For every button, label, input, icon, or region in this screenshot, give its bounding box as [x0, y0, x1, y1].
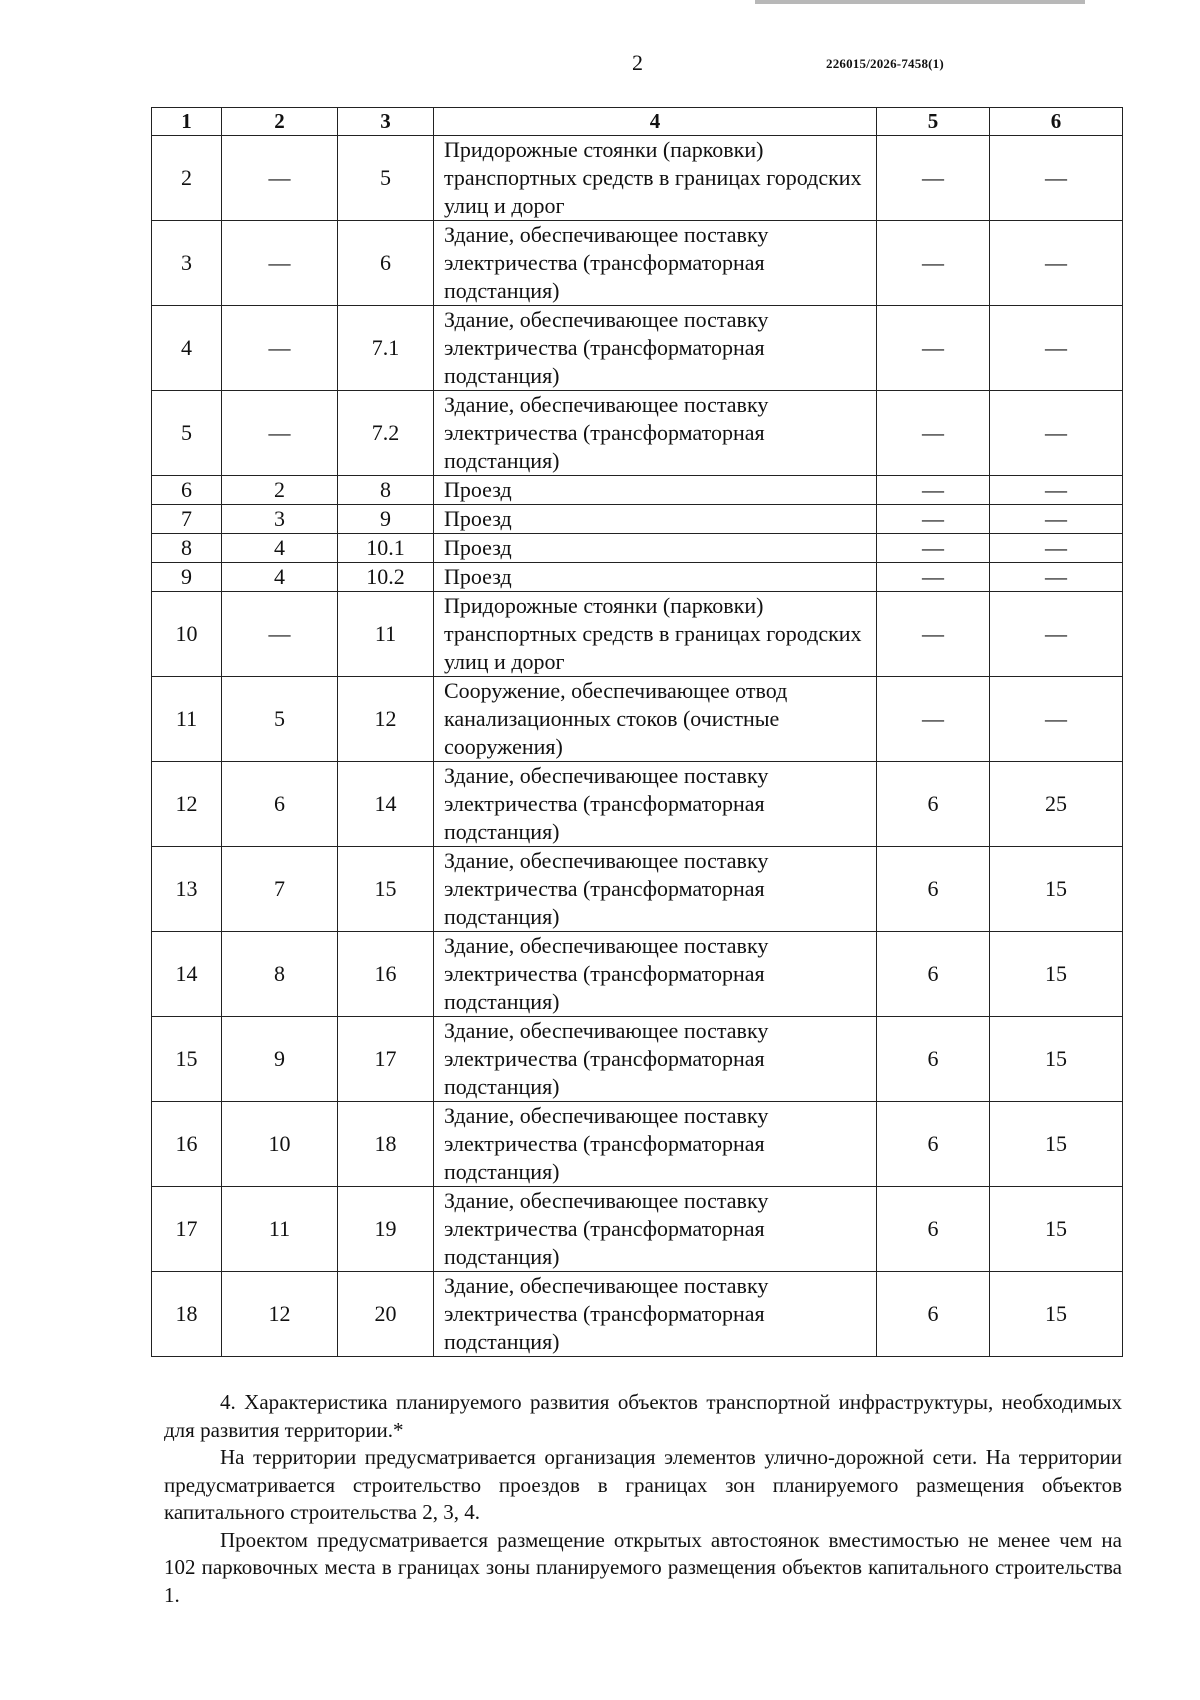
table-cell-col6: — — [990, 534, 1123, 563]
table-cell-col3: 14 — [338, 762, 434, 847]
table-cell-col1: 17 — [152, 1187, 222, 1272]
document-code: 226015/2026-7458(1) — [826, 56, 944, 71]
table-cell-col4: Здание, обеспечивающее поставку электричества (трансформаторная подстанция) — [434, 306, 877, 391]
table-cell-col6: 15 — [990, 1187, 1123, 1272]
header-scan-mark — [755, 0, 1085, 4]
table-cell-col6: 15 — [990, 847, 1123, 932]
column-header: 5 — [877, 108, 990, 136]
table-cell-col4: Здание, обеспечивающее поставку электричества (трансформаторная подстанция) — [434, 1102, 877, 1187]
column-header: 3 — [338, 108, 434, 136]
table-cell-col3: 16 — [338, 932, 434, 1017]
table-cell-col1: 11 — [152, 677, 222, 762]
table-row — [152, 1102, 1123, 1187]
table-cell-col4: Придорожные стоянки (парковки) транспортных средств в границах городских улиц и дорог — [434, 592, 877, 677]
table-cell-col1: 13 — [152, 847, 222, 932]
table-cell-col5: — — [877, 677, 990, 762]
table-cell-col5: — — [877, 391, 990, 476]
table-cell-col3: 15 — [338, 847, 434, 932]
table-cell-col5: — — [877, 505, 990, 534]
table-cell-col2: — — [222, 221, 338, 306]
table-cell-col5: — — [877, 221, 990, 306]
table-cell-col4: Сооружение, обеспечивающее отвод канализационных стоков (очистные сооружения) — [434, 677, 877, 762]
table-cell-col6: — — [990, 391, 1123, 476]
table-cell-col5: — — [877, 136, 990, 221]
table-cell-col6: — — [990, 136, 1123, 221]
table-row — [152, 677, 1123, 762]
table-cell-col6: — — [990, 221, 1123, 306]
table-cell-col1: 8 — [152, 534, 222, 563]
table-cell-col5: 6 — [877, 1017, 990, 1102]
table-cell-col2: 4 — [222, 563, 338, 592]
table-cell-col1: 5 — [152, 391, 222, 476]
table-cell-col6: — — [990, 306, 1123, 391]
table-cell-col5: 6 — [877, 1102, 990, 1187]
table-body — [152, 136, 1123, 1357]
page-number: 2 — [632, 50, 643, 75]
table-cell-col1: 14 — [152, 932, 222, 1017]
zones-table — [151, 107, 1123, 1357]
table-row — [152, 847, 1123, 932]
table-cell-col3: 10.1 — [338, 534, 434, 563]
table-cell-col2: — — [222, 136, 338, 221]
table-cell-col1: 2 — [152, 136, 222, 221]
table-row — [152, 136, 1123, 221]
table-cell-col3: 19 — [338, 1187, 434, 1272]
table-cell-col6: 15 — [990, 1017, 1123, 1102]
table-row — [152, 1017, 1123, 1102]
table-cell-col6: 15 — [990, 1272, 1123, 1357]
table-cell-col2: 11 — [222, 1187, 338, 1272]
table-row — [152, 391, 1123, 476]
table-cell-col3: 11 — [338, 592, 434, 677]
table-cell-col3: 10.2 — [338, 563, 434, 592]
table-cell-col2: 5 — [222, 677, 338, 762]
table-cell-col4: Здание, обеспечивающее поставку электричества (трансформаторная подстанция) — [434, 762, 877, 847]
table-cell-col5: — — [877, 476, 990, 505]
table-row — [152, 563, 1123, 592]
table-cell-col1: 12 — [152, 762, 222, 847]
table-cell-col2: 9 — [222, 1017, 338, 1102]
table-cell-col4: Здание, обеспечивающее поставку электричества (трансформаторная подстанция) — [434, 1017, 877, 1102]
table-cell-col1: 16 — [152, 1102, 222, 1187]
table-cell-col2: 4 — [222, 534, 338, 563]
column-header: 4 — [434, 108, 877, 136]
table-row — [152, 592, 1123, 677]
table-cell-col2: — — [222, 306, 338, 391]
table-cell-col1: 9 — [152, 563, 222, 592]
table-cell-col3: 17 — [338, 1017, 434, 1102]
table-cell-col3: 12 — [338, 677, 434, 762]
table-cell-col5: — — [877, 534, 990, 563]
table-cell-col4: Проезд — [434, 505, 877, 534]
table-cell-col3: 7.1 — [338, 306, 434, 391]
section-paragraph: 4. Характеристика планируемого развития объектов транспортной инфраструктуры, необходимых для развития территории.* — [164, 1390, 1122, 1442]
table-cell-col3: 18 — [338, 1102, 434, 1187]
table-row — [152, 534, 1123, 563]
body-text — [164, 1389, 1122, 1609]
table-cell-col5: 6 — [877, 932, 990, 1017]
table-cell-col2: — — [222, 391, 338, 476]
table-row — [152, 221, 1123, 306]
table-cell-col1: 7 — [152, 505, 222, 534]
table-row — [152, 932, 1123, 1017]
table-cell-col2: 3 — [222, 505, 338, 534]
table-cell-col2: 8 — [222, 932, 338, 1017]
table-row — [152, 1272, 1123, 1357]
table-row — [152, 762, 1123, 847]
table-cell-col1: 4 — [152, 306, 222, 391]
table-cell-col2: — — [222, 592, 338, 677]
table-cell-col3: 8 — [338, 476, 434, 505]
table-row — [152, 505, 1123, 534]
table-cell-col4: Придорожные стоянки (парковки) транспортных средств в границах городских улиц и дорог — [434, 136, 877, 221]
table-cell-col5: 6 — [877, 847, 990, 932]
column-header: 6 — [990, 108, 1123, 136]
table-cell-col5: — — [877, 563, 990, 592]
table-cell-col3: 6 — [338, 221, 434, 306]
table-cell-col4: Проезд — [434, 534, 877, 563]
table-cell-col2: 7 — [222, 847, 338, 932]
table-cell-col6: — — [990, 505, 1123, 534]
table-cell-col4: Здание, обеспечивающее поставку электричества (трансформаторная подстанция) — [434, 221, 877, 306]
table-cell-col5: — — [877, 592, 990, 677]
table-cell-col4: Проезд — [434, 563, 877, 592]
table-cell-col6: 15 — [990, 932, 1123, 1017]
table-cell-col2: 2 — [222, 476, 338, 505]
table-cell-col4: Здание, обеспечивающее поставку электричества (трансформаторная подстанция) — [434, 1187, 877, 1272]
table-cell-col3: 5 — [338, 136, 434, 221]
table-row — [152, 306, 1123, 391]
table-cell-col1: 18 — [152, 1272, 222, 1357]
table-cell-col4: Проезд — [434, 476, 877, 505]
table-cell-col1: 15 — [152, 1017, 222, 1102]
table-cell-col3: 9 — [338, 505, 434, 534]
table-cell-col6: — — [990, 563, 1123, 592]
table-cell-col5: 6 — [877, 1272, 990, 1357]
table-cell-col2: 10 — [222, 1102, 338, 1187]
table-cell-col3: 7.2 — [338, 391, 434, 476]
table-cell-col1: 10 — [152, 592, 222, 677]
table-cell-col4: Здание, обеспечивающее поставку электричества (трансформаторная подстанция) — [434, 847, 877, 932]
table-cell-col4: Здание, обеспечивающее поставку электричества (трансформаторная подстанция) — [434, 932, 877, 1017]
table-cell-col5: — — [877, 306, 990, 391]
table-cell-col6: — — [990, 677, 1123, 762]
column-header: 1 — [152, 108, 222, 136]
column-header: 2 — [222, 108, 338, 136]
table-cell-col6: 15 — [990, 1102, 1123, 1187]
table-cell-col1: 3 — [152, 221, 222, 306]
table-cell-col5: 6 — [877, 1187, 990, 1272]
table-cell-col6: — — [990, 476, 1123, 505]
roads-paragraph: На территории предусматривается организация элементов улично-дорожной сети. На территории предусматривается строительство проездов в границах зон планируемого размещения объектов капитального строительства 2, 3, 4. — [164, 1445, 1122, 1524]
table-cell-col6: 25 — [990, 762, 1123, 847]
table-row — [152, 1187, 1123, 1272]
table-row — [152, 476, 1123, 505]
parking-paragraph: Проектом предусматривается размещение открытых автостоянок вместимостью не менее чем на 102 парковочных места в границах зоны планируемого размещения объектов капитального строительства 1. — [164, 1527, 1122, 1607]
table-header-row — [152, 108, 1123, 136]
table-cell-col2: 12 — [222, 1272, 338, 1357]
table-cell-col2: 6 — [222, 762, 338, 847]
table-cell-col1: 6 — [152, 476, 222, 505]
table-cell-col4: Здание, обеспечивающее поставку электричества (трансформаторная подстанция) — [434, 1272, 877, 1357]
table-cell-col5: 6 — [877, 762, 990, 847]
table-cell-col3: 20 — [338, 1272, 434, 1357]
table-cell-col6: — — [990, 592, 1123, 677]
table-cell-col4: Здание, обеспечивающее поставку электричества (трансформаторная подстанция) — [434, 391, 877, 476]
